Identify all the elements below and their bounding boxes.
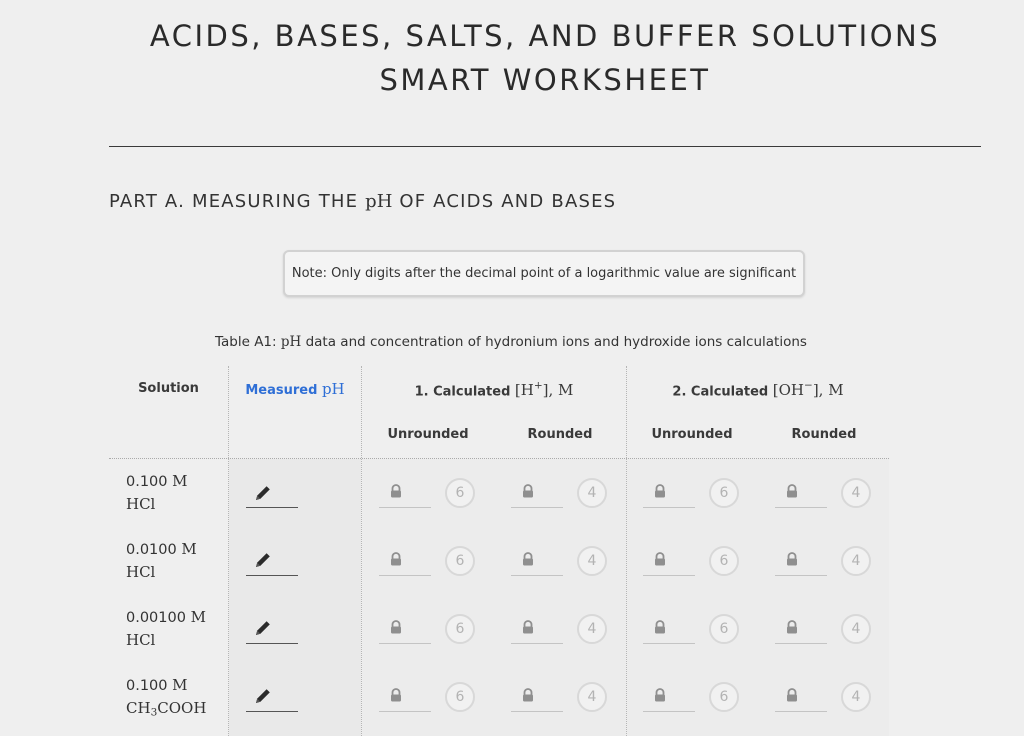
lock-icon	[389, 688, 403, 702]
sig-figs-badge: 6	[445, 546, 475, 576]
header-calc-oh-math-close: ], M	[812, 381, 844, 400]
oh-unrounded-input[interactable]	[643, 711, 695, 712]
solution-formula-main: HCl	[126, 563, 156, 581]
header-calc-oh-math	[773, 381, 844, 399]
sig-figs-badge: 6	[445, 478, 475, 508]
sig-figs-badge: 4	[577, 546, 607, 576]
column-divider	[626, 366, 627, 736]
lock-icon	[653, 688, 667, 702]
lock-icon	[653, 552, 667, 566]
header-calc-h-math-close: ], M	[542, 381, 574, 400]
h-unrounded-input[interactable]	[379, 711, 431, 712]
measured-ph-input[interactable]	[246, 711, 298, 712]
solution-label	[126, 606, 206, 656]
worksheet-title-line1: ACIDS, BASES, SALTS, AND BUFFER SOLUTIONS	[149, 19, 941, 53]
header-calc-oh-math-open: [OH	[772, 381, 804, 400]
solution-label	[126, 674, 206, 724]
oh-unrounded-input[interactable]	[643, 643, 695, 644]
column-divider	[361, 366, 362, 736]
oh-rounded-input[interactable]	[775, 507, 827, 508]
header-solution: Solution	[138, 381, 199, 396]
solution-formula	[126, 629, 206, 656]
pencil-icon[interactable]	[254, 619, 272, 637]
header-measured-math: pH	[321, 380, 345, 398]
lock-icon	[389, 552, 403, 566]
h-rounded-input[interactable]	[511, 507, 563, 508]
sig-figs-badge: 4	[841, 614, 871, 644]
worksheet-title-line2: SMART WORKSHEET	[379, 63, 711, 97]
header-divider	[109, 458, 889, 459]
lock-icon	[653, 620, 667, 634]
sig-figs-badge: 6	[445, 682, 475, 712]
header-calc-oh-label: 2. Calculated	[672, 384, 769, 400]
header-calc-h-math-sup: +	[533, 380, 543, 392]
header-calc-h	[362, 380, 626, 399]
solution-label	[126, 538, 197, 588]
sig-figs-badge: 6	[445, 614, 475, 644]
solution-concentration	[126, 470, 187, 493]
subheader-h-unrounded: Unrounded	[387, 427, 469, 442]
lock-icon	[521, 484, 535, 498]
measured-ph-input[interactable]	[246, 507, 298, 508]
lock-icon	[785, 620, 799, 634]
measured-column-shade	[229, 459, 361, 736]
header-calc-h-math	[515, 381, 574, 399]
sig-figs-badge: 6	[709, 682, 739, 712]
table-caption-prefix: Table A1:	[215, 334, 277, 350]
solution-formula-main: HCl	[126, 495, 156, 513]
solution-conc-value: 0.00100	[126, 610, 186, 626]
lock-icon	[521, 552, 535, 566]
h-rounded-input[interactable]	[511, 575, 563, 576]
table-caption-suffix: data and concentration of hydronium ions and hydroxide ions calculations	[305, 334, 807, 350]
header-calc-h-label: 1. Calculated	[414, 384, 511, 400]
worksheet-title	[109, 14, 981, 102]
sig-figs-badge: 6	[709, 614, 739, 644]
part-a-heading-math: pH	[365, 191, 393, 212]
oh-unrounded-input[interactable]	[643, 507, 695, 508]
lock-icon	[785, 688, 799, 702]
h-unrounded-input[interactable]	[379, 575, 431, 576]
solution-conc-value: 0.100	[126, 678, 168, 694]
significance-note: Note: Only digits after the decimal point of a logarithmic value are significant	[283, 250, 805, 297]
sig-figs-badge: 4	[841, 478, 871, 508]
solution-conc-value: 0.100	[126, 474, 168, 490]
solution-label	[126, 470, 187, 520]
h-unrounded-input[interactable]	[379, 643, 431, 644]
lock-icon	[389, 484, 403, 498]
sig-figs-badge: 6	[709, 546, 739, 576]
h-rounded-input[interactable]	[511, 711, 563, 712]
pencil-icon[interactable]	[254, 687, 272, 705]
pencil-icon[interactable]	[254, 551, 272, 569]
part-a-heading	[109, 191, 616, 212]
oh-rounded-input[interactable]	[775, 711, 827, 712]
h-rounded-input[interactable]	[511, 643, 563, 644]
header-calc-h-math-open: [H	[514, 381, 534, 400]
sig-figs-badge: 4	[577, 614, 607, 644]
sig-figs-badge: 4	[577, 478, 607, 508]
solution-conc-value: 0.0100	[126, 542, 177, 558]
title-divider	[109, 146, 981, 147]
solution-formula	[126, 493, 187, 520]
solution-concentration	[126, 674, 206, 697]
lock-icon	[653, 484, 667, 498]
h-unrounded-input[interactable]	[379, 507, 431, 508]
solution-formula	[126, 697, 206, 724]
lock-icon	[521, 688, 535, 702]
header-measured-label: Measured	[245, 383, 318, 398]
solution-formula	[126, 561, 197, 588]
header-calc-oh-math-sup: −	[804, 380, 813, 392]
table-caption	[215, 334, 807, 350]
solution-conc-unit: M	[172, 676, 188, 694]
subheader-h-rounded: Rounded	[527, 427, 593, 442]
oh-unrounded-input[interactable]	[643, 575, 695, 576]
sig-figs-badge: 4	[841, 682, 871, 712]
oh-rounded-input[interactable]	[775, 575, 827, 576]
header-measured-ph	[229, 380, 361, 398]
sig-figs-badge: 6	[709, 478, 739, 508]
solution-concentration	[126, 606, 206, 629]
solution-concentration	[126, 538, 197, 561]
lock-icon	[521, 620, 535, 634]
lock-icon	[785, 552, 799, 566]
column-divider	[228, 366, 229, 736]
subheader-oh-unrounded: Unrounded	[651, 427, 733, 442]
table-caption-math: pH	[280, 334, 302, 350]
solution-conc-unit: M	[181, 540, 197, 558]
solution-formula-main: CH	[126, 699, 151, 717]
oh-rounded-input[interactable]	[775, 643, 827, 644]
measured-ph-input[interactable]	[246, 643, 298, 644]
sig-figs-badge: 4	[577, 682, 607, 712]
solution-formula-main: HCl	[126, 631, 156, 649]
part-a-heading-prefix: PART A. MEASURING THE	[109, 191, 359, 212]
sig-figs-badge: 4	[841, 546, 871, 576]
lock-icon	[785, 484, 799, 498]
subheader-oh-rounded: Rounded	[791, 427, 857, 442]
solution-formula-sub: 3	[150, 706, 158, 719]
header-calc-oh	[627, 380, 889, 399]
solution-formula-rest: COOH	[157, 699, 207, 717]
part-a-heading-suffix: OF ACIDS AND BASES	[399, 191, 617, 212]
pencil-icon[interactable]	[254, 484, 272, 502]
solution-conc-unit: M	[172, 472, 188, 490]
solution-conc-unit: M	[190, 608, 206, 626]
measured-ph-input[interactable]	[246, 575, 298, 576]
lock-icon	[389, 620, 403, 634]
